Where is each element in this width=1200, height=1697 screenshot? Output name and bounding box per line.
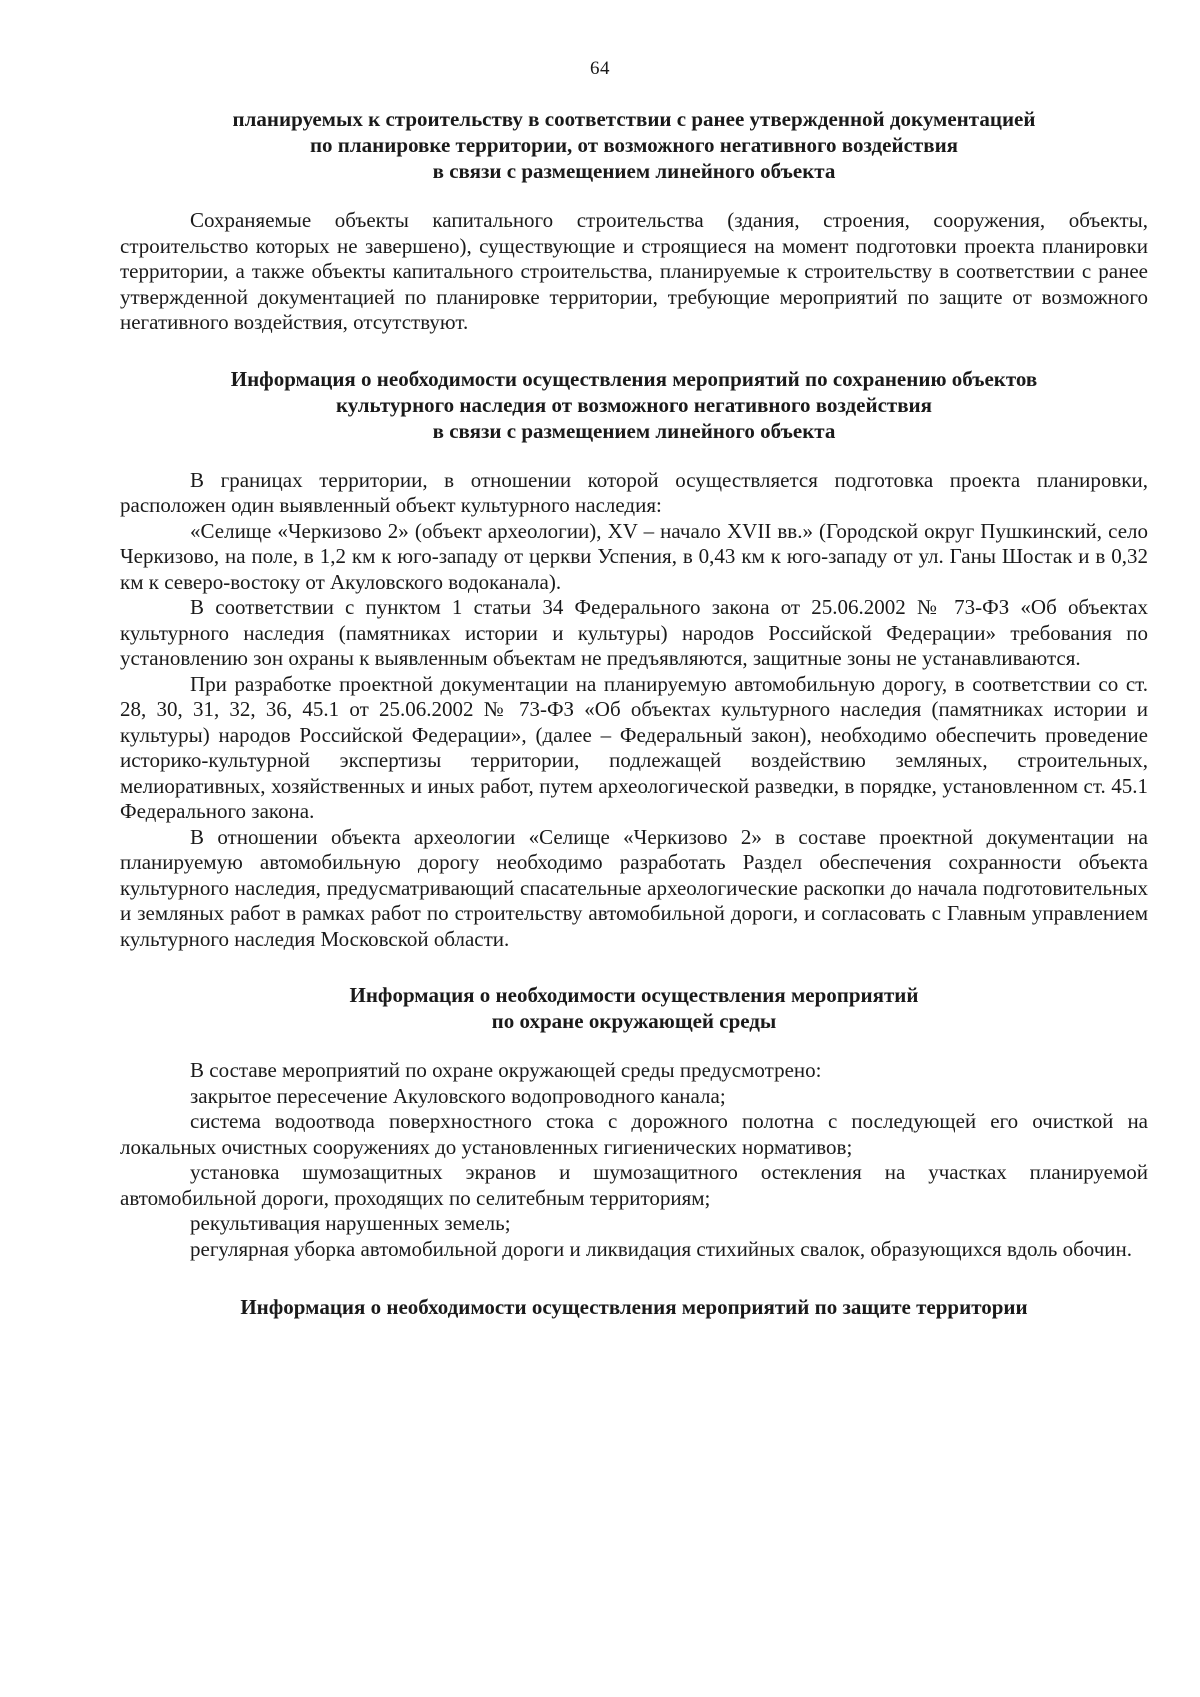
heading-line: в связи с размещением линейного объекта bbox=[432, 418, 836, 443]
heading-line: Информация о необходимости осуществления мероприятий bbox=[349, 983, 919, 1007]
paragraph: В отношении объекта археологии «Селище «Черкизово 2» в составе проектной документации на планируемую автомобильную дорогу необходимо разработать Раздел обеспечения сохранности объекта культурного наследия, предусматривающий спасательные археологические раскопки до начала подготовительных и земляных работ в рамках работ по строительству автомобильной дороги, и согласовать с Главным управлением культурного наследия Московской области. bbox=[120, 824, 1148, 951]
heading-line: культурного наследия от возможного негативного воздействия bbox=[335, 392, 933, 417]
section-heading-territory-protection bbox=[120, 1294, 1148, 1320]
paragraph: При разработке проектной документации на планируемую автомобильную дорогу, в соответствии со ст. 28, 30, 31, 32, 36, 45.1 от 25.06.2002 № 73-ФЗ «Об объектах культурного наследия (памятниках истории и культуры) народов Российской Федерации», (далее – Федеральный закон), необходимо обеспечить проведение историко-культурной экспертизы территории, подлежащей воздействию земляных, строительных, мелиоративных, хозяйственных и иных работ, путем археологической разведки, в порядке, установленном ст. 45.1 Федерального закона. bbox=[120, 671, 1148, 823]
list-item: регулярная уборка автомобильной дороги и ликвидация стихийных свалок, образующихся вдоль обочин. bbox=[190, 1236, 1133, 1261]
list-item: закрытое пересечение Акуловского водопроводного канала; bbox=[190, 1083, 726, 1108]
paragraph: В соответствии с пунктом 1 статьи 34 Федерального закона от 25.06.2002 № 73-ФЗ «Об объектах культурного наследия (памятниках истории и культуры) народов Российской Федерации» требования по установлению зон охраны к выявленным объектам не предъявляются, защитные зоны не устанавливаются. bbox=[120, 595, 1148, 670]
page-content bbox=[120, 106, 1148, 1320]
heading-line: по охране окружающей среды bbox=[491, 1009, 777, 1033]
heading-line: по планировке территории, от возможного негативного воздействия bbox=[309, 133, 959, 157]
list-item: рекультивация нарушенных земель; bbox=[190, 1211, 511, 1235]
heading-line: планируемых к строительству в соответствии с ранее утвержденной документацией bbox=[232, 107, 1036, 131]
heading-line: Информация о необходимости осуществления мероприятий по защите территории bbox=[240, 1295, 1028, 1319]
page-number: 64 bbox=[590, 58, 610, 79]
list-item: В составе мероприятий по охране окружающей среды предусмотрено: bbox=[190, 1058, 822, 1082]
paragraph: «Селище «Черкизово 2» (объект археологии), XV – начало XVII вв.» (Городской округ Пушкинский, село Черкизово, на поле, в 1,2 км к юго-западу от церкви Успения, в 0,43 км к юго-западу от ул. Ганы Шостак и в 0,32 км к северо-востоку от Акуловского водоканала). bbox=[120, 518, 1148, 594]
paragraph: В границах территории, в отношении которой осуществляется подготовка проекта планировки, расположен один выявленный объект культурного наследия: bbox=[120, 467, 1148, 517]
heading-line: в связи с размещением линейного объекта bbox=[432, 159, 836, 183]
section-heading-cultural-heritage bbox=[120, 366, 1148, 444]
list-item: система водоотвода поверхностного стока с дорожного полотна с последующей его очисткой на локальных очистных сооружениях до установленных гигиенических нормативов; bbox=[120, 1109, 1148, 1159]
list-item: установка шумозащитных экранов и шумозащитного остекления на участках планируемой автомобильной дороги, проходящих по селитебным территориям; bbox=[120, 1160, 1148, 1210]
environment-measures-list bbox=[120, 1058, 1148, 1262]
section-heading-environment bbox=[120, 982, 1148, 1034]
section-heading-continued bbox=[120, 106, 1148, 184]
paragraph: Сохраняемые объекты капитального строительства (здания, строения, сооружения, объекты, строительство которых не завершено), существующие и строящиеся на момент подготовки проекта планировки территории, а также объекты капитального строительства, планируемые к строительству в соответствии с ранее утвержденной документацией по планировке территории, требующие мероприятий по защите от возможного негативного воздействия, отсутствуют. bbox=[120, 208, 1148, 334]
heading-line: Информация о необходимости осуществления мероприятий по сохранению объектов bbox=[230, 366, 1038, 391]
